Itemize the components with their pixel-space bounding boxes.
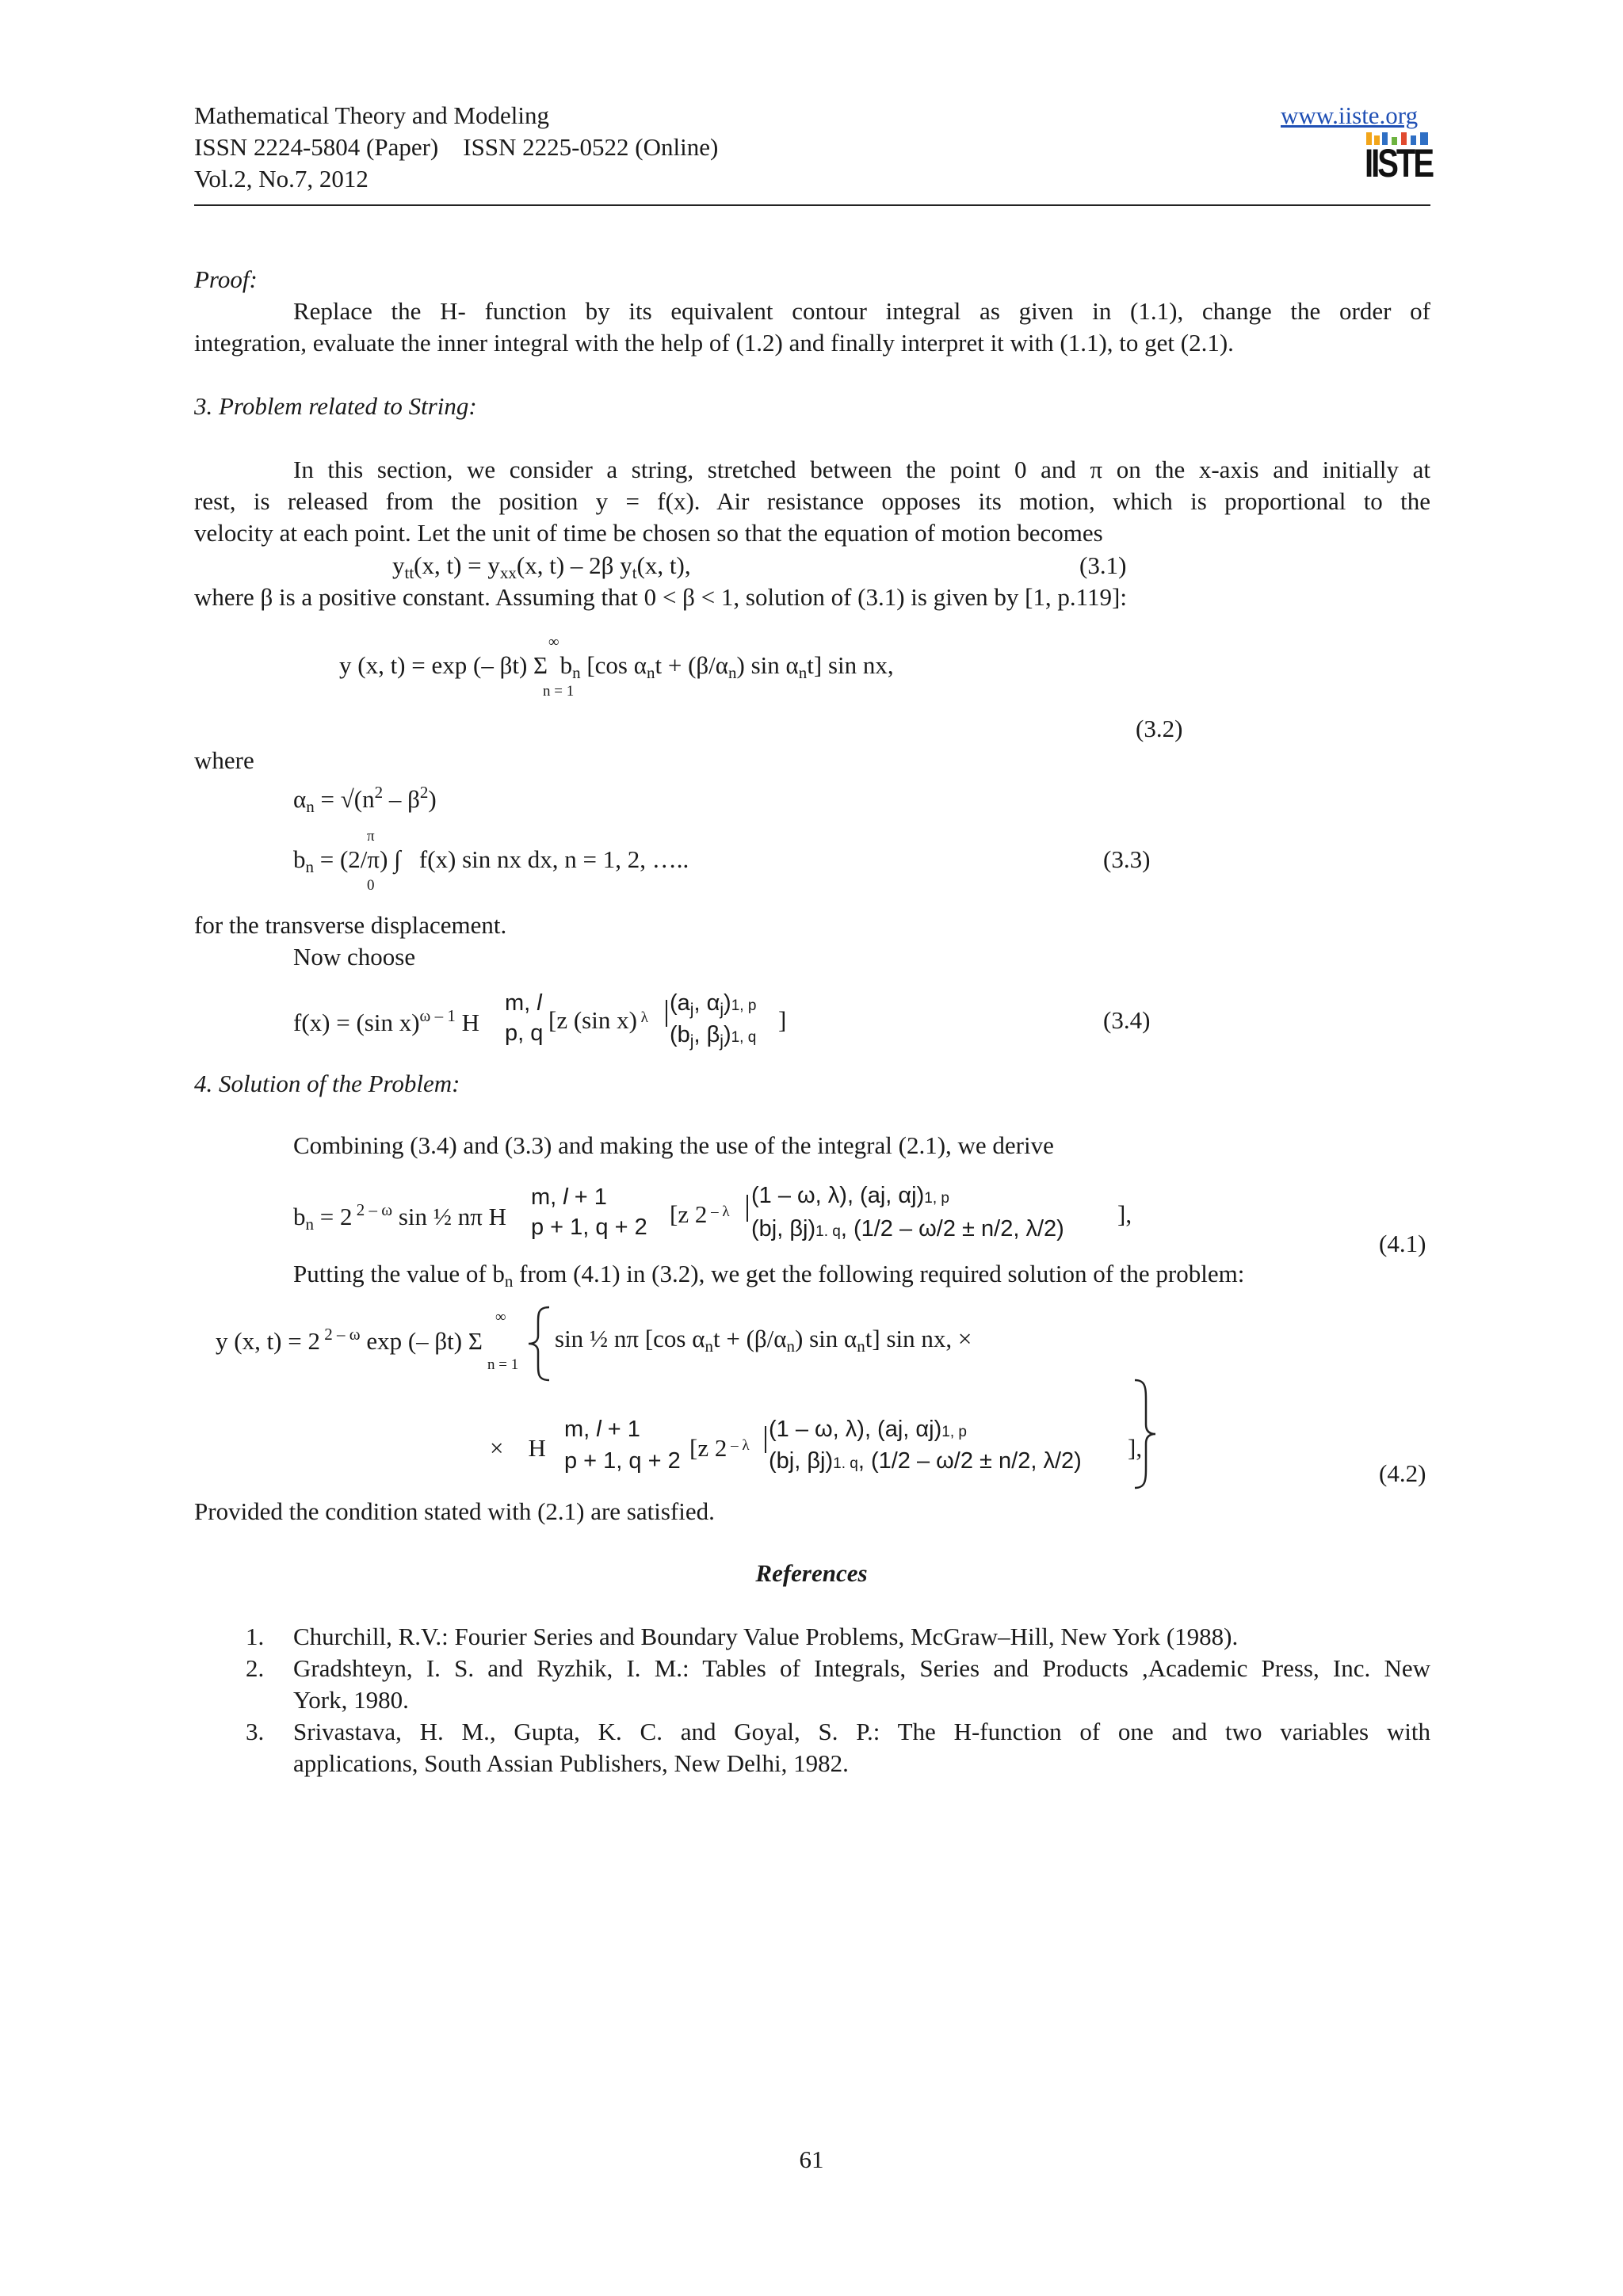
equation-4-2-bar (765, 1426, 766, 1453)
putting-line-start: Putting the value of b (293, 1260, 505, 1287)
equation-3-1: $y_{tt}(x$, $t) = y_{xx}(x$, t) – 2β $y_t(x$, t), (392, 551, 691, 582)
equation-4-2-times: × H (490, 1434, 546, 1462)
equation-3-4-bar (666, 1000, 667, 1027)
equation-4-2-lhs: y (x, t) = 2 $^{2 - \omega}$ exp (– βt) Σ (216, 1325, 483, 1355)
section-4-line-1: Combining (3.4) and (3.3) and making the use of the integral (2.1), we derive (293, 1131, 1054, 1159)
equation-4-2-lower-params: (bj, βj)1. q, (1/2 – ω/2 ± n/2, λ/2) (769, 1448, 1082, 1474)
equation-3-3: $b_n = (2/\pi)$ ∫ f(x) sin nx dx, n = 1, 2, ….. (293, 845, 689, 876)
equation-4-2-h-lower: p + 1, q + 2 (564, 1448, 681, 1474)
iiste-logo-text: IISTE (1365, 142, 1433, 186)
equation-4-2-h-upper: m, l + 1 (564, 1417, 640, 1442)
section-4-heading: 4. Solution of the Problem: (194, 1070, 460, 1097)
transverse-line: for the transverse displacement. (194, 911, 507, 939)
equation-3-2: y (x, t) = exp (– βt) Σ $b_n$ [cos $\alpha_nt + (\beta/\alpha_n)$ $\sin \alpha_nt$] sin nx, (339, 651, 894, 682)
equation-4-2-arg: [z 2 $^{- \lambda}$ (689, 1434, 750, 1462)
reference-1-number: 1. (246, 1623, 265, 1650)
equation-4-1-h-lower: p + 1, q + 2 (531, 1215, 647, 1240)
sum-lower-index-4-2: n = 1 (487, 1356, 519, 1373)
equation-3-4-lower-params: ($b_j$, $\beta_j)1$, q (670, 1022, 757, 1051)
equation-3-4-h-lower: p, q (505, 1020, 544, 1046)
putting-line: Putting the value of $b_n$ from (4.1) in (3.2), we get the following required solution of the problem: (293, 1260, 1245, 1291)
reference-1-line-1: Churchill, R.V.: Fourier Series and Boundary Value Problems, McGraw–Hill, New York (1988). (293, 1623, 1239, 1650)
reference-2-number: 2. (246, 1654, 265, 1682)
proof-line-2: integration, evaluate the inner integral with the help of (1.2) and finally interpret it with (1.1), to get (2.1). (194, 329, 1234, 357)
journal-url-link[interactable]: www.iiste.org (1281, 101, 1419, 129)
sum-upper-infinity: ∞ (548, 634, 559, 650)
header-rule (194, 204, 1430, 206)
reference-3-number: 3. (246, 1718, 265, 1745)
reference-2-line-2: York, 1980. (293, 1686, 409, 1714)
journal-title: Mathematical Theory and Modeling (194, 101, 549, 129)
right-brace (1132, 1379, 1157, 1496)
equation-4-1-lower-params: (bj, βj)1. q, (1/2 – ω/2 ± n/2, λ/2) (751, 1216, 1064, 1241)
equation-3-4-close: ] (778, 1006, 787, 1034)
section-3-line-1: In this section, we consider a string, stretched between the point 0 and π on the x-axis and initially at (293, 456, 1430, 483)
equation-4-2-close: ], (1128, 1434, 1143, 1462)
equation-3-3-label: (3.3) (1103, 845, 1151, 873)
equation-4-1-h-upper: m, l + 1 (531, 1184, 607, 1210)
putting-line-rest: from (4.1) in (3.2), we get the following required solution of the problem: (513, 1260, 1245, 1287)
left-brace (527, 1306, 552, 1388)
equation-3-4-label: (3.4) (1103, 1006, 1151, 1034)
section-3-line-3: velocity at each point. Let the unit of time be chosen so that the equation of motion becomes (194, 519, 1103, 547)
equation-4-2-first-line: sin ½ nπ [cos $\alpha_nt + (\beta/\alpha_n)$ $\sin \alpha_nt$] sin nx, × (555, 1325, 972, 1356)
iiste-logo (1365, 131, 1431, 194)
sum-lower-index: n = 1 (543, 683, 575, 700)
reference-2-line-1: Gradshteyn, I. S. and Ryzhik, I. M.: Tables of Integrals, Series and Products ,Academic Press, Inc. New (293, 1654, 1430, 1682)
equation-4-1-close: ], (1117, 1200, 1132, 1228)
where-label: where (194, 746, 254, 774)
issn-line: ISSN 2224-5804 (Paper) ISSN 2225-0522 (Online) (194, 133, 719, 161)
page-number: 61 (799, 2145, 824, 2173)
volume-line: Vol.2, No.7, 2012 (194, 165, 369, 193)
equation-alpha-n: $\alpha_n = √(n^2 - \beta^2)$ (293, 783, 437, 816)
equation-4-1-upper-params: (1 – ω, λ), (aj, αj)1, p (751, 1183, 949, 1208)
integral-upper-limit: π (367, 828, 375, 845)
proof-line-1: Replace the H- function by its equivalent contour integral as given in (1.1), change the order of (293, 297, 1430, 325)
equation-4-1-bar (747, 1195, 748, 1222)
equation-3-1-label: (3.1) (1079, 551, 1127, 579)
reference-3-line-2: applications, South Assian Publishers, New Delhi, 1982. (293, 1749, 849, 1777)
section-3-after-3-1: where β is a positive constant. Assuming that 0 < β < 1, solution of (3.1) is given by [1, p.119]: (194, 583, 1127, 611)
equation-3-2-label: (3.2) (1136, 715, 1183, 742)
equation-3-4-h-upper: m, l (505, 990, 542, 1016)
section-3-line-2: rest, is released from the position y = f(x). Air resistance opposes its motion, which is proportional to the (194, 487, 1430, 515)
equation-4-1-label: (4.1) (1379, 1230, 1426, 1257)
equation-3-4: f(x) = (sin x)$^{\omega - 1}$ H (293, 1006, 479, 1036)
reference-3-line-1: Srivastava, H. M., Gupta, K. C. and Goyal, S. P.: The H-function of one and two variables with (293, 1718, 1430, 1745)
equation-4-1-arg: [z 2 $^{- \lambda}$ (670, 1200, 730, 1228)
equation-4-2-upper-params: (1 – ω, λ), (aj, αj)1, p (769, 1417, 967, 1442)
section-3-heading: 3. Problem related to String: (194, 392, 477, 420)
equation-4-2-label: (4.2) (1379, 1459, 1426, 1487)
references-heading: References (755, 1559, 868, 1587)
provided-line: Provided the condition stated with (2.1) are satisfied. (194, 1497, 715, 1525)
equation-3-4-upper-params: ($a_j$, $\alpha_j)1$, p (670, 990, 757, 1019)
equation-4-1: $b_n = 2$ $^{2 - \omega}$ sin ½ nπ H (293, 1200, 507, 1234)
now-choose-line: Now choose (293, 943, 416, 971)
sum-upper-infinity-4-2: ∞ (495, 1309, 506, 1325)
integral-lower-limit: 0 (367, 877, 375, 894)
proof-heading: Proof: (194, 265, 258, 293)
equation-3-4-arg: [z (sin x) $^\lambda$ (548, 1006, 648, 1034)
